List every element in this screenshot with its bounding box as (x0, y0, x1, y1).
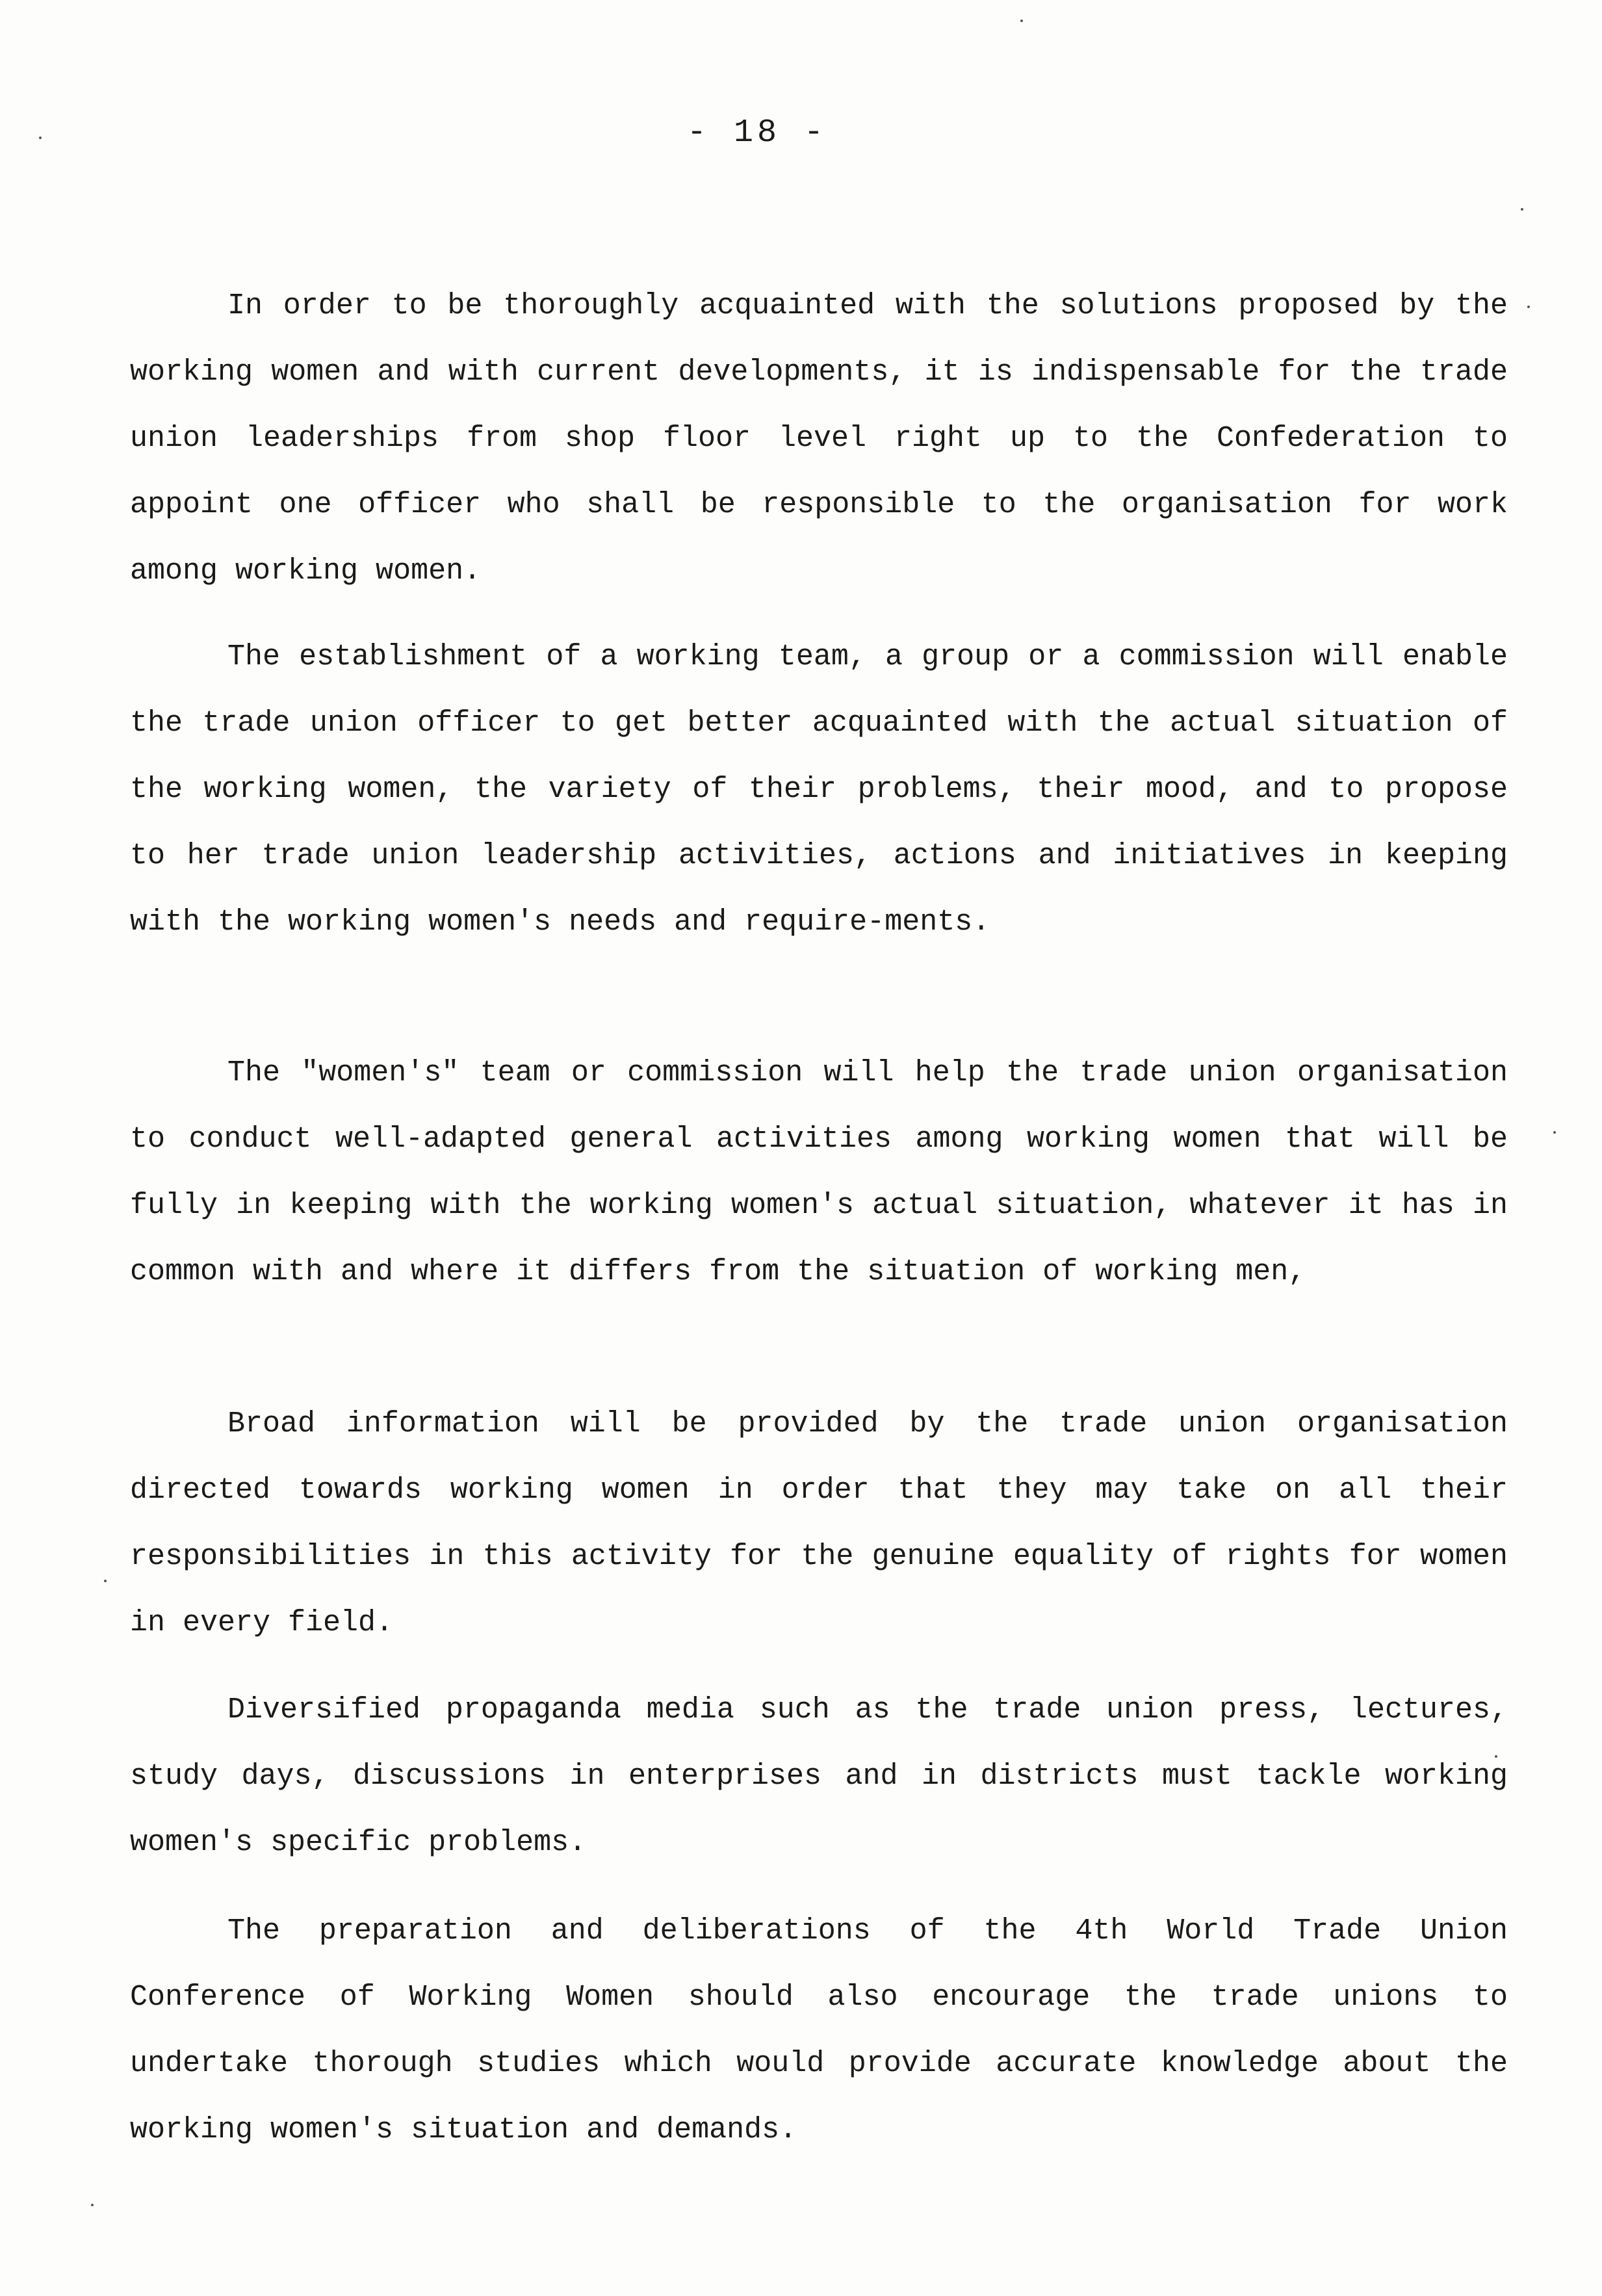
scan-speck (1527, 306, 1530, 308)
paragraph-womens-commission: The "women's" team or commission will help the trade union organisation to conduct well-adapted general activities among working women that will be fully in keeping with the working women's actual situation, whatever it has in common with and where it differs from the situation of working men, (130, 1056, 1508, 1288)
scan-speck (1020, 20, 1023, 22)
paragraph-broad-information: Broad information will be provided by the trade union organisation directed towards working women in order that they may take on all their responsibilities in this activity for the genuine equality of rights for women in every field. (130, 1407, 1508, 1639)
scan-speck (1495, 1755, 1497, 1758)
scan-speck (39, 137, 42, 139)
paragraph-working-team: The establishment of a working team, a group or a commission will enable the trade union officer to get better acquainted with the actual situation of the working women, the variety of their problems, their mood, and to propose to her trade union leadership activities, actions and initiatives in keeping with the working women's needs and require-ments. (130, 640, 1508, 939)
paragraph-propaganda-media: Diversified propaganda media such as the trade union press, lectures, study days, discussions in enterprises and in districts must tackle working women's specific problems. (130, 1693, 1508, 1859)
scan-speck (1553, 1131, 1556, 1134)
scan-speck (1521, 208, 1523, 211)
scan-speck (104, 1580, 107, 1582)
scan-speck (91, 2204, 94, 2206)
paragraph-trade-union-officer: In order to be thoroughly acquainted with the solutions proposed by the working women and with current developments, it is indispensable for the trade union leaderships from shop floor level right up to the Confederation to appoint one officer who shall be responsible to the organisation for work among working women. (130, 289, 1508, 588)
page-number: - 18 - (686, 114, 828, 151)
paragraph-conference-studies: The preparation and deliberations of the 4th World Trade Union Conference of Working Women should also encourage the trade unions to undertake thorough studies which would provide accurate knowledge about the working women's situation and demands. (130, 1914, 1508, 2146)
